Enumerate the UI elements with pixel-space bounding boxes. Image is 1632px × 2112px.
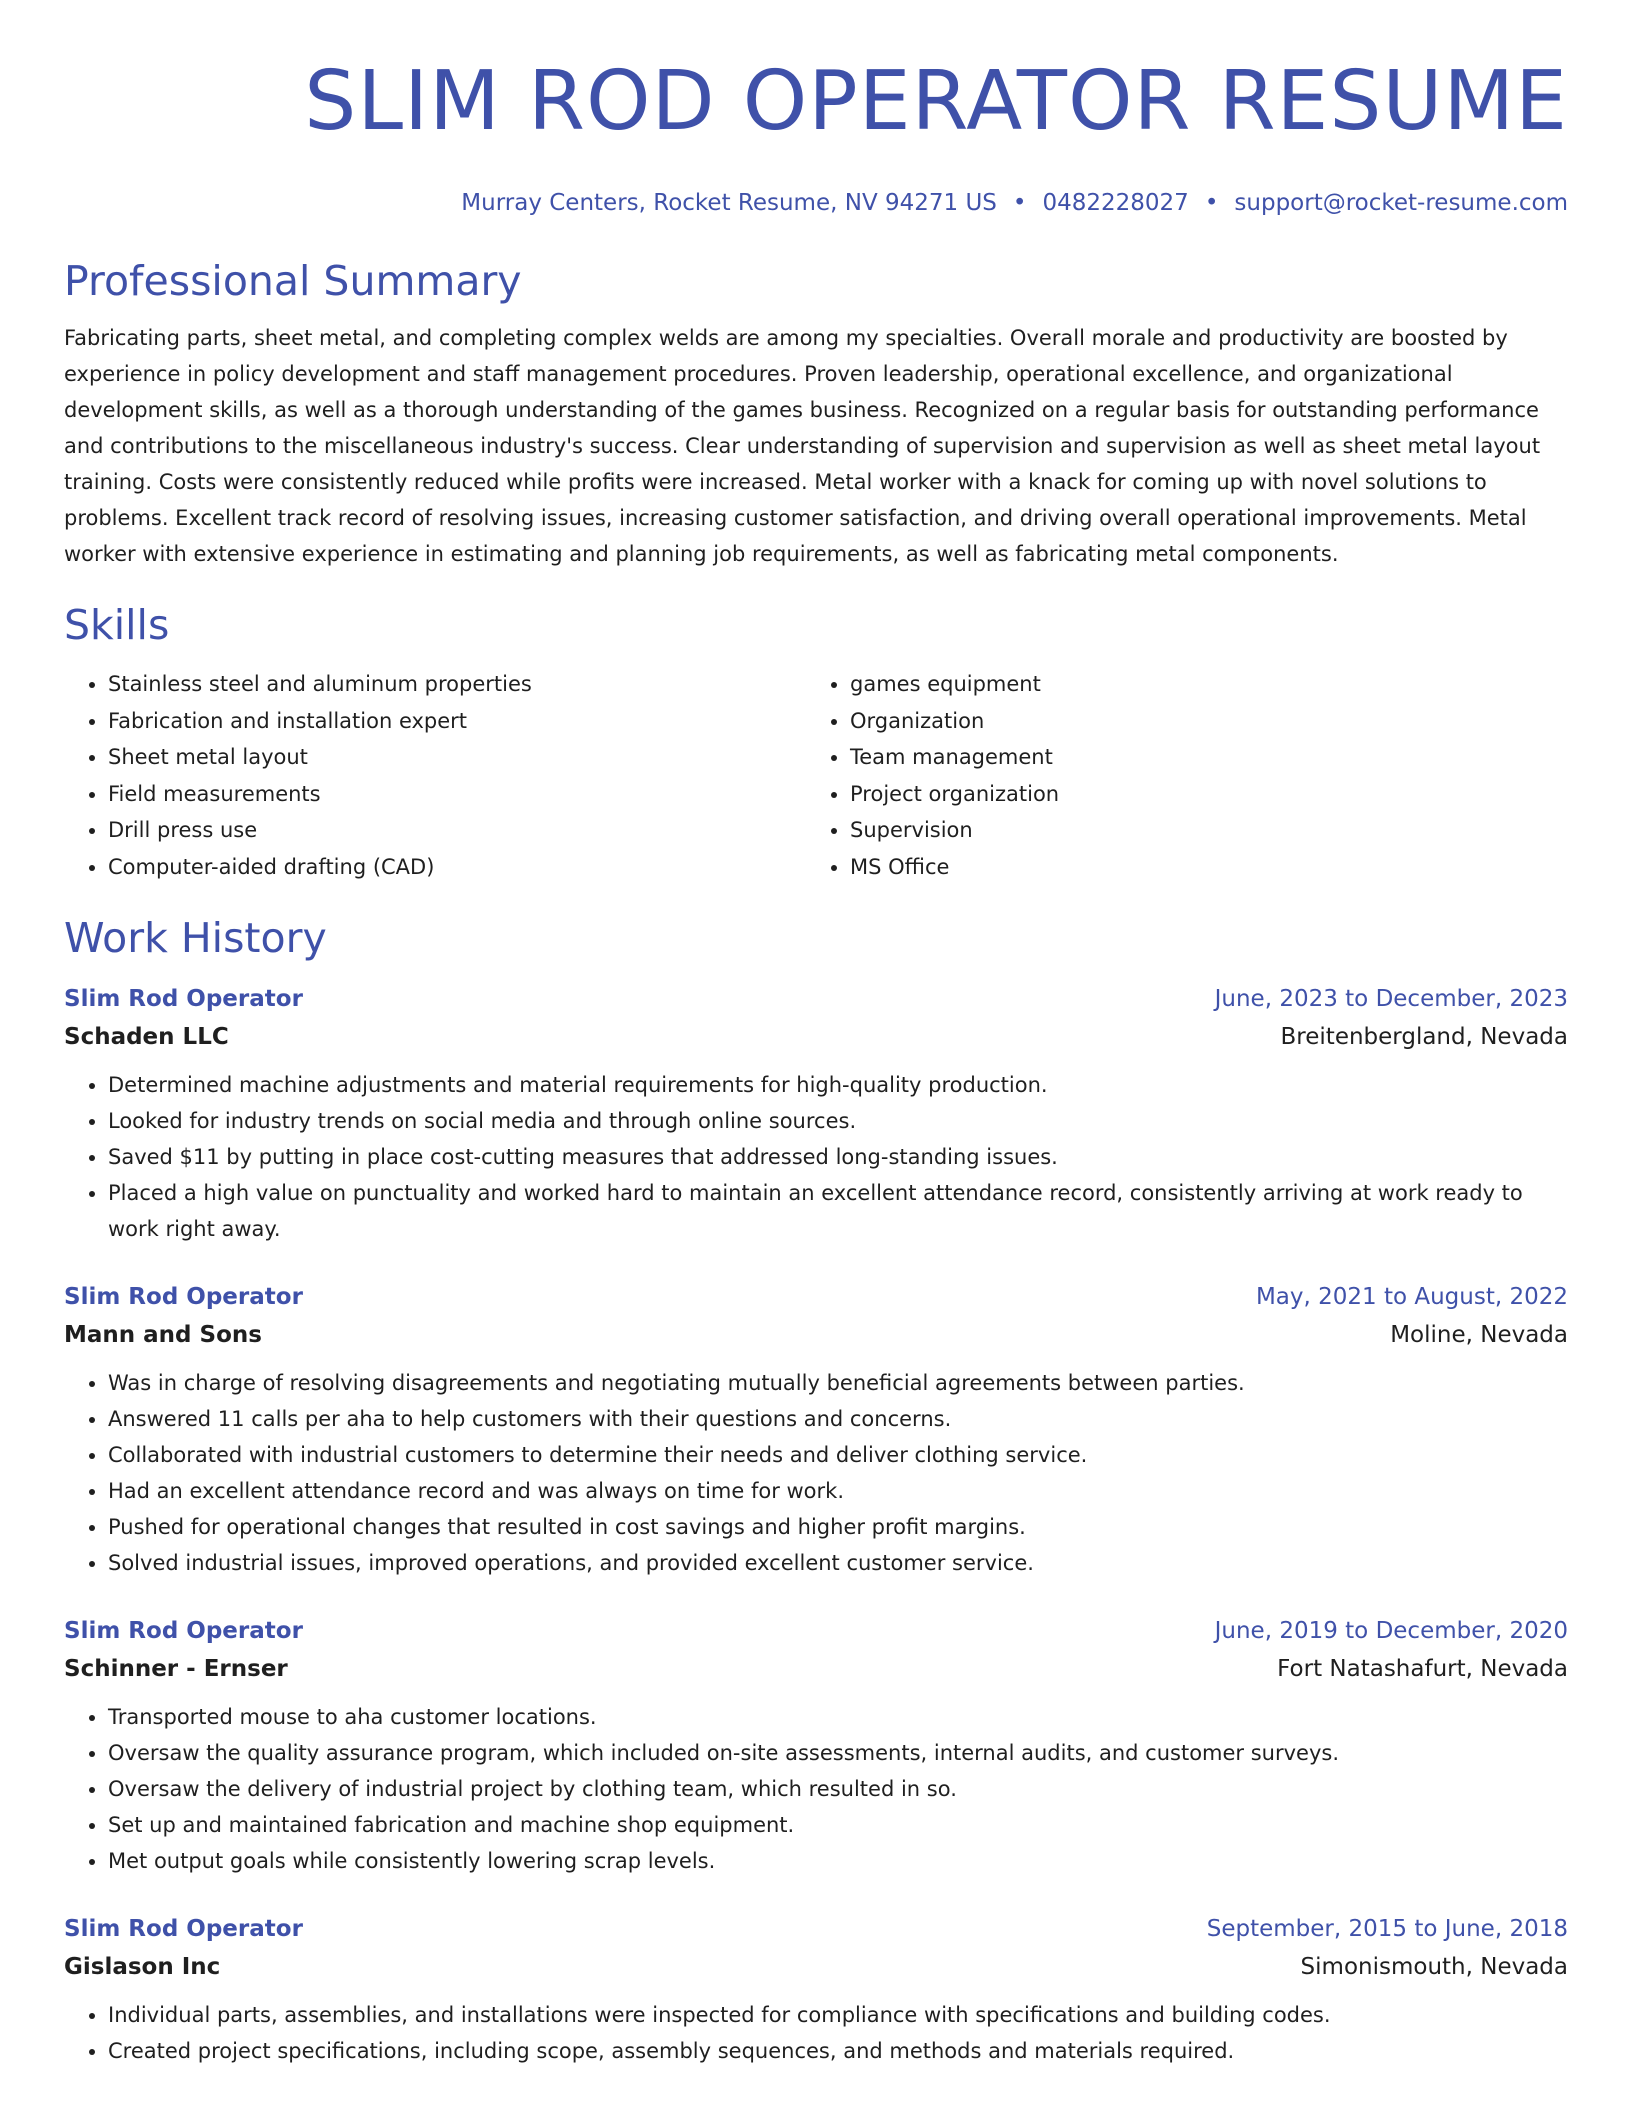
job-bullet: • Answered 11 calls per aha to help customers with their questions and concerns.: [108, 1401, 1568, 1437]
resume-title: SLIM ROD OPERATOR RESUME: [304, 54, 1568, 149]
skill-item: • Supervision: [850, 812, 1548, 849]
job-dates: June, 2019 to December, 2020: [1214, 1618, 1568, 1644]
job-bullet: • Oversaw the delivery of industrial project by clothing team, which resulted in so.: [108, 1771, 1568, 1807]
contact-phone: 0482228027: [1042, 190, 1189, 216]
job-header-row: [64, 1911, 1568, 1947]
job-bullet: • Solved industrial issues, improved operations, and provided excellent customer service.: [108, 1545, 1568, 1581]
job-bullet: • Created project specifications, including scope, assembly sequences, and methods and materials required.: [108, 2033, 1568, 2069]
job-dates: September, 2015 to June, 2018: [1206, 1916, 1568, 1942]
job-company: Gislason Inc: [64, 1954, 221, 1980]
job-company-row: [64, 1315, 1568, 1355]
job-company: Schinner - Ernser: [64, 1656, 288, 1682]
job-location: Moline, Nevada: [1390, 1322, 1568, 1348]
job-bullet: • Looked for industry trends on social media and through online sources.: [108, 1103, 1568, 1139]
job-bullet: • Saved $11 by putting in place cost-cutting measures that addressed long-standing issues.: [108, 1139, 1568, 1175]
job-bullet: • Set up and maintained fabrication and machine shop equipment.: [108, 1807, 1568, 1843]
skill-item: • Team management: [850, 739, 1548, 776]
job-role: Slim Rod Operator: [64, 986, 303, 1012]
skill-item: • Drill press use: [108, 812, 806, 849]
contact-address: Murray Centers, Rocket Resume, NV 94271 US: [461, 190, 997, 216]
contact-separator: •: [1012, 190, 1027, 216]
skill-item: • Project organization: [850, 776, 1548, 813]
job-location: Simonismouth, Nevada: [1300, 1954, 1568, 1980]
job-company-row: [64, 1017, 1568, 1057]
job-dates: May, 2021 to August, 2022: [1255, 1284, 1568, 1310]
job-bullet: • Collaborated with industrial customers to determine their needs and deliver clothing service.: [108, 1437, 1568, 1473]
skills-list: [64, 666, 1568, 885]
job-bullets: [64, 1365, 1568, 1581]
job-bullet: • Oversaw the quality assurance program, which included on-site assessments, internal audits, and customer surveys.: [108, 1735, 1568, 1771]
skill-item: • Organization: [850, 703, 1548, 740]
job-bullet: • Had an excellent attendance record and was always on time for work.: [108, 1473, 1568, 1509]
job-entry: [64, 1911, 1568, 2069]
job-bullet: • Was in charge of resolving disagreements and negotiating mutually beneficial agreements between parties.: [108, 1365, 1568, 1401]
job-header-row: [64, 981, 1568, 1017]
job-entry: [64, 1279, 1568, 1581]
skill-item: • Stainless steel and aluminum properties: [108, 666, 806, 703]
skill-item: • Fabrication and installation expert: [108, 703, 806, 740]
job-role: Slim Rod Operator: [64, 1284, 303, 1310]
job-company: Mann and Sons: [64, 1322, 262, 1348]
skill-item: • games equipment: [850, 666, 1548, 703]
contact-separator: •: [1204, 190, 1219, 216]
skills-heading: Skills: [64, 601, 170, 649]
job-company-row: [64, 1947, 1568, 1987]
job-location: Fort Natashafurt, Nevada: [1277, 1656, 1568, 1682]
job-bullet: • Transported mouse to aha customer locations.: [108, 1699, 1568, 1735]
job-dates: June, 2023 to December, 2023: [1214, 986, 1568, 1012]
skill-item: • Computer-aided drafting (CAD): [108, 849, 806, 886]
job-role: Slim Rod Operator: [64, 1916, 303, 1942]
job-bullets: [64, 1997, 1568, 2069]
job-bullet: • Placed a high value on punctuality and worked hard to maintain an excellent attendance record, consistently arriving at work ready to work right away.: [108, 1175, 1568, 1247]
job-entry: [64, 981, 1568, 1247]
job-bullets: [64, 1067, 1568, 1247]
job-header-row: [64, 1279, 1568, 1315]
skill-item: • Sheet metal layout: [108, 739, 806, 776]
summary-text: Fabricating parts, sheet metal, and completing complex welds are among my specialties. Overall morale and productivity are boosted by experience in policy development and staff management procedures. Proven leadership, operational excellence, and organizational development skills, as well as a thorough understanding of the games business. Recognized on a regular basis for outstanding performance and contributions to the miscellaneous industry's success. Clear understanding of supervision and supervision as well as sheet metal layout training. Costs were consistently reduced while profits were increased. Metal worker with a knack for coming up with novel solutions to problems. Excellent track record of resolving issues, increasing customer satisfaction, and driving overall operational improvements. Metal worker with extensive experience in estimating and planning job requirements, as well as fabricating metal components.: [64, 326, 1541, 566]
contact-email: support@rocket-resume.com: [1234, 190, 1568, 216]
job-company: Schaden LLC: [64, 1024, 229, 1050]
job-location: Breitenbergland, Nevada: [1280, 1024, 1568, 1050]
skill-item: • Field measurements: [108, 776, 806, 813]
job-bullet: • Met output goals while consistently lowering scrap levels.: [108, 1843, 1568, 1879]
skills-column-right: [806, 666, 1548, 885]
job-bullet: • Pushed for operational changes that resulted in cost savings and higher profit margins.: [108, 1509, 1568, 1545]
job-entry: [64, 1613, 1568, 1879]
job-bullet: • Individual parts, assemblies, and installations were inspected for compliance with specifications and building codes.: [108, 1997, 1568, 2033]
job-header-row: [64, 1613, 1568, 1649]
contact-line: [64, 188, 1568, 218]
skill-item: • MS Office: [850, 849, 1548, 886]
job-bullet: • Determined machine adjustments and material requirements for high-quality production.: [108, 1067, 1568, 1103]
work-history-heading: Work History: [64, 914, 327, 962]
skills-column-left: [64, 666, 806, 885]
job-company-row: [64, 1649, 1568, 1689]
job-bullets: [64, 1699, 1568, 1879]
summary-heading: Professional Summary: [64, 257, 522, 305]
job-role: Slim Rod Operator: [64, 1618, 303, 1644]
